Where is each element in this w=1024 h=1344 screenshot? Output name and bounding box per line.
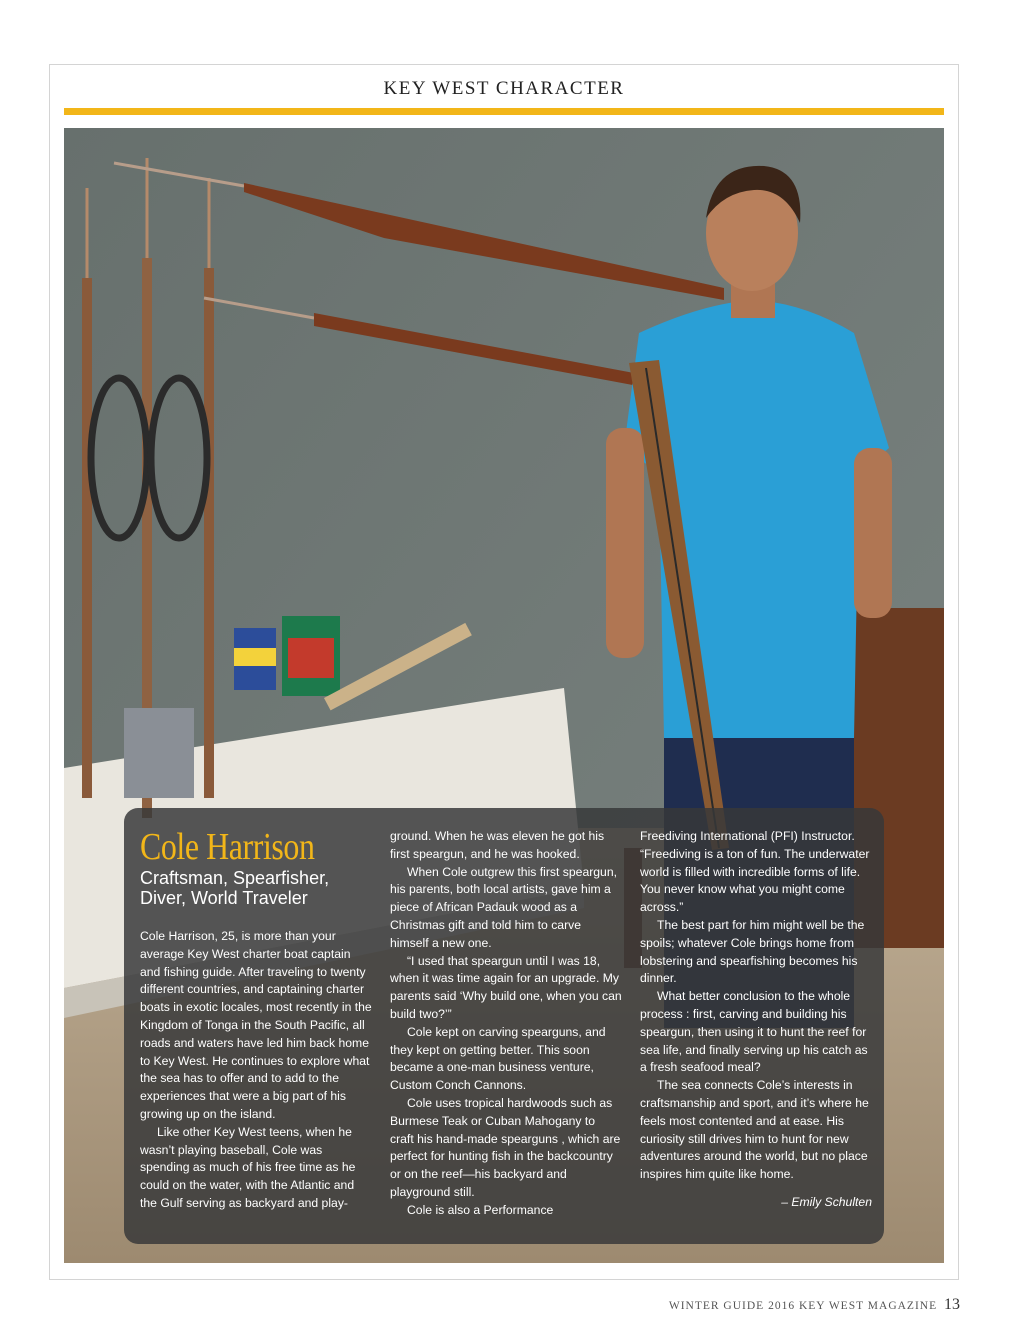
paragraph: What better conclusion to the whole process : first, carving and building his speargun, then using it to hunt the reef for sea life, and finally serving up his catch as a fresh seafood meal? xyxy=(640,989,868,1075)
publication-name: WINTER GUIDE 2016 KEY WEST MAGAZINE xyxy=(668,1300,938,1312)
paragraph: Cole kept on carving spearguns, and they kept on getting better. This soon became a one-man business venture, Custom Conch Cannons. xyxy=(390,1024,606,1093)
paragraph: The sea connects Cole’s interests in craftsmanship and sport, and it’s where he feels most contented and at ease. His curiosity still drives him to hunt for new adventures around the world, but no place inspires him quite like home. xyxy=(640,1078,869,1182)
paragraph: ground. When he was eleven he got his first speargun, and he was hooked. xyxy=(390,829,605,861)
paragraph: Cole Harrison, 25, is more than your average Key West charter boat captain and fishing guide. After traveling to twenty different countries, and captaining charter boats in exotic locales, most recently in the Kingdom of Tonga in the South Pacific, all roads and waters have led him back home to Key West. He continues to explore what the sea has to offer and to add to the experiences that were a big part of his growing up on the island. xyxy=(140,929,372,1121)
paragraph: Freediving International (PFI) Instructor. “Freediving is a ton of fun. The underwater world is filled with incredible forms of life. You never know what you might come across.” xyxy=(640,829,870,915)
article-column-3 xyxy=(640,828,872,1212)
page-footer xyxy=(669,1296,960,1314)
article-text-box xyxy=(124,808,884,1244)
article-column-2 xyxy=(390,828,622,1220)
paragraph: The best part for him might well be the spoils; whatever Cole brings home from lobstering and spearfishing becomes his dinner. xyxy=(640,917,865,986)
paragraph: Like other Key West teens, when he wasn’t playing baseball, Cole was spending as much of his free time as he could on the water, with the Atlantic and the Gulf serving as backyard and play- xyxy=(140,1124,356,1210)
paragraph: Cole uses tropical hardwoods such as Burmese Teak or Cuban Mahogany to craft his hand-made spearguns , which are perfect for hunting fish in the backcountry or on the reef—his backyard and playground still. xyxy=(390,1095,621,1199)
profile-subtitle xyxy=(140,868,372,908)
section-title: KEY WEST CHARACTER xyxy=(383,78,625,99)
subtitle-line-2: Diver, World Traveler xyxy=(140,888,308,908)
byline: – Emily Schulten xyxy=(781,1194,872,1209)
paragraph: When Cole outgrew this first speargun, his parents, both local artists, gave him a piece of African Padauk wood as a Christmas gift and told him to carve himself a new one. xyxy=(390,864,617,950)
article-column-1 xyxy=(140,828,372,1213)
subtitle-line-1: Craftsman, Spearfisher, xyxy=(140,868,330,888)
paragraph: Cole is also a Performance xyxy=(407,1202,554,1217)
gold-rule xyxy=(64,108,944,115)
page-number: 13 xyxy=(944,1296,960,1313)
paragraph: “I used that speargun until I was 18, when it was time again for an upgrade. My parents said ‘Why build one, when you can build two?’” xyxy=(390,953,622,1021)
profile-name: Cole Harrison xyxy=(140,826,315,868)
